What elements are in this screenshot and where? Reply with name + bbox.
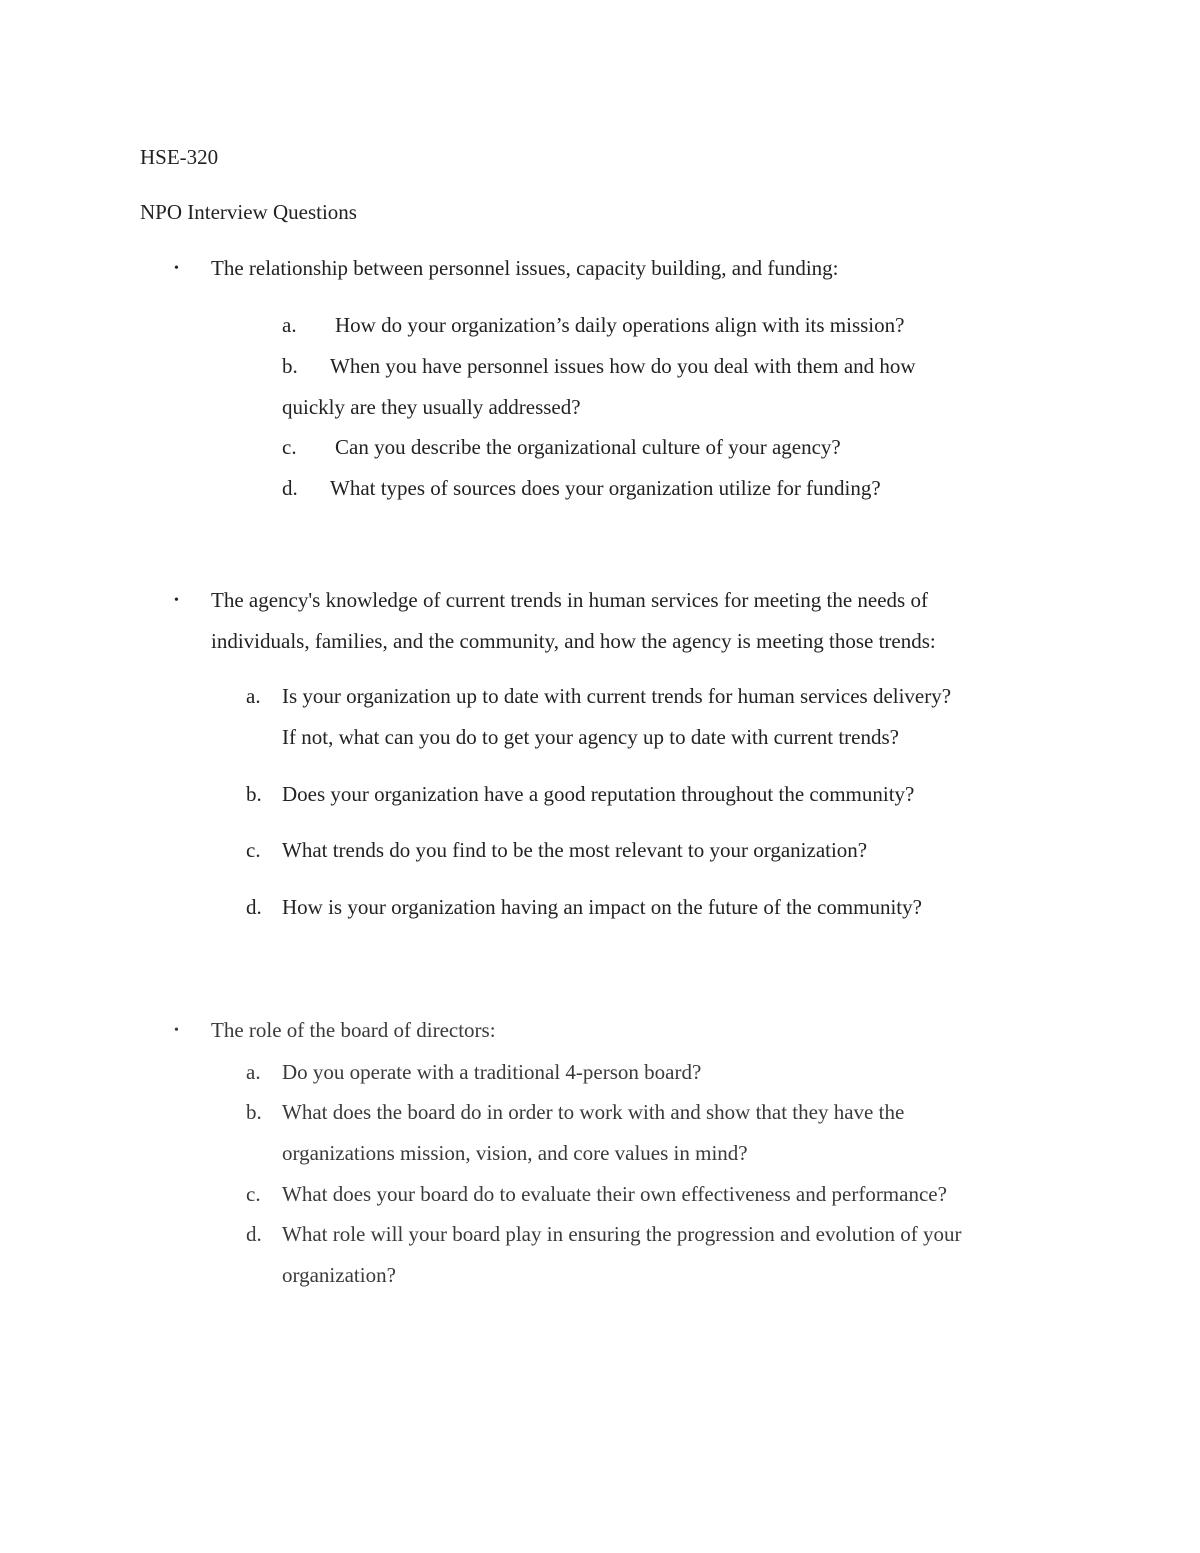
- question-text: What does the board do in order to work with and show that they have the: [282, 1100, 905, 1124]
- question-text: Do you operate with a traditional 4-person board?: [282, 1060, 702, 1084]
- question-marker: c.: [246, 838, 261, 862]
- question-text: What role will your board play in ensuring the progression and evolution of your: [282, 1222, 962, 1246]
- question-marker: d.: [282, 476, 298, 500]
- section-heading: The agency's knowledge of current trends in human services for meeting the needs of: [211, 588, 928, 612]
- question-marker: a.: [282, 313, 297, 337]
- course-code: HSE-320: [140, 145, 219, 169]
- question-marker: b.: [282, 354, 298, 378]
- question-marker: b.: [246, 1100, 262, 1124]
- section-heading: The relationship between personnel issues, capacity building, and funding:: [211, 256, 839, 280]
- question-text: Does your organization have a good reputation throughout the community?: [282, 782, 915, 806]
- question-marker: c.: [282, 435, 297, 459]
- question-text: How do your organization’s daily operations align with its mission?: [335, 313, 905, 337]
- question-text-continued: organizations mission, vision, and core values in mind?: [282, 1141, 748, 1165]
- question-text: What trends do you find to be the most relevant to your organization?: [282, 838, 868, 862]
- question-marker: a.: [246, 1060, 261, 1084]
- question-text: Is your organization up to date with current trends for human services delivery?: [282, 684, 952, 708]
- question-text: What types of sources does your organization utilize for funding?: [330, 476, 881, 500]
- question-marker: d.: [246, 1222, 262, 1246]
- section-heading-continued: individuals, families, and the community, and how the agency is meeting those trends:: [211, 629, 936, 653]
- question-text: When you have personnel issues how do you deal with them and how: [330, 354, 916, 378]
- question-text: Can you describe the organizational culture of your agency?: [335, 435, 841, 459]
- question-text-continued: quickly are they usually addressed?: [282, 395, 581, 419]
- bullet-icon: •: [174, 593, 179, 608]
- question-marker: b.: [246, 782, 262, 806]
- section-heading: The role of the board of directors:: [211, 1018, 496, 1042]
- question-text-continued: If not, what can you do to get your agency up to date with current trends?: [282, 725, 899, 749]
- question-marker: a.: [246, 684, 261, 708]
- question-text-continued: organization?: [282, 1263, 396, 1287]
- document-title: NPO Interview Questions: [140, 200, 357, 224]
- question-text: How is your organization having an impact on the future of the community?: [282, 895, 922, 919]
- question-text: What does your board do to evaluate their own effectiveness and performance?: [282, 1182, 947, 1206]
- bullet-icon: •: [174, 261, 179, 276]
- question-marker: c.: [246, 1182, 261, 1206]
- question-marker: d.: [246, 895, 262, 919]
- bullet-icon: •: [174, 1023, 179, 1038]
